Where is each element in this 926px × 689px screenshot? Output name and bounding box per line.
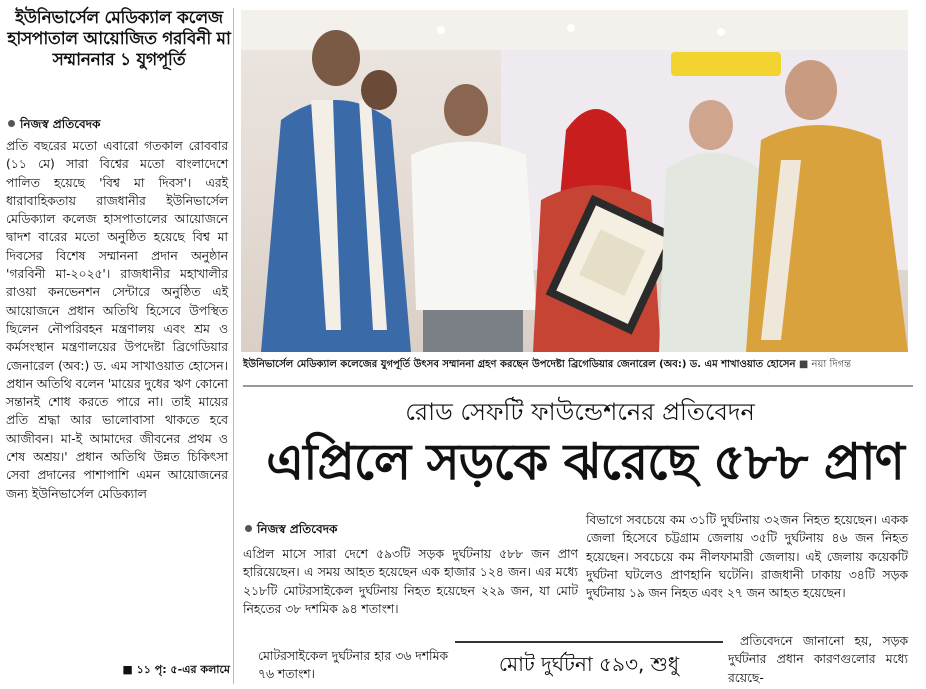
left-story-jump: ■ ১১ পৃ: ৫-এর কলামে	[122, 663, 230, 676]
column-divider	[233, 8, 234, 684]
left-story-byline	[8, 117, 228, 132]
main-story-byline	[245, 522, 565, 537]
main-story-column-2-continued: প্রতিবেদনে জানানো হয়, সড়ক দুর্ঘটনার প্রধান কারণগুলোর মধ্যে রয়েছে-	[728, 634, 908, 685]
section-rule	[243, 385, 913, 387]
news-photo	[241, 10, 908, 352]
bullet-icon	[245, 525, 252, 532]
banner-label	[671, 52, 781, 76]
main-story-column-1-continued: মোটরসাইকেল দুর্ঘটনার হার ৩৬ দশমিক ৭৬ শতাংশ।	[258, 649, 448, 682]
byline-text: নিজস্ব প্রতিবেদক	[20, 117, 101, 131]
bullet-icon	[8, 120, 15, 127]
photo-credit: ■ নয়া দিগন্ত	[798, 359, 852, 370]
main-story-column-1	[243, 545, 578, 618]
main-story-column-2	[586, 511, 908, 602]
caption-text: ইউনিভার্সেল মেডিক্যাল কলেজের যুগপূর্তি উৎসব সম্মাননা গ্রহণ করছেন উপদেষ্টা ব্রিগেডিয়ার জেনারেল (অব:) ড. এম শাখাওয়াত হোসেন	[243, 359, 796, 370]
sub-headline: মোট দুর্ঘটনা ৫৯৩, শুধু	[498, 652, 680, 676]
left-story-headline: ইউনিভার্সেল মেডিক্যাল কলেজ হাসপাতাল আয়োজিত গরবিনী মা সম্মাননার ১ যুগপূর্তি	[7, 8, 231, 70]
main-story-headline: এপ্রিলে সড়কে ঝরেছে ৫৮৮ প্রাণ	[266, 433, 904, 491]
left-story-body: প্রতি বছরের মতো এবারো গতকাল রোববার (১১ মে) সারা বিশ্বের মতো বাংলাদেশে পালিত হয়েছে 'বিশ্ব মা দিবস'। এরই ধারাবাহিকতায় রাজধানীর ইউনিভার্সেল মেডিক্যাল কলেজ হাসপাতালের আয়োজনে দ্বাদশ বারের মতো অনুষ্ঠিত হয়েছে বিশ্ব মা দিবসের বিশেষ সম্মাননা প্রদান অনুষ্ঠান 'গরবিনী মা-২০২৫'। রাজধানীর মহাখালীর রাওয়া কনভেনশন সেন্টারে অনুষ্ঠিত এই আয়োজনে প্রধান অতিথি হিসেবে উপস্থিত ছিলেন নৌপরিবহন মন্ত্রণালয় এবং শ্রম ও কর্মসংস্থান মন্ত্রণালয়ের উপদেষ্টা ব্রিগেডিয়ার জেনারেল (অব:) ড. এম সাখাওয়াত হোসেন। প্রধান অতিথি বলেন 'মায়ের দুধের ঋণ কোনো সন্তানই শোধ করতে পারে না। তাই মায়ের প্রতি শ্রদ্ধা আর ভালোবাসা থাকতে হবে আজীবন। মা-ই আমাদের জীবনের প্রথম ও শেষ অশ্রয়।' প্রধান অতিথি উন্নত চিকিৎসা সেবা প্রদানের পাশাপাশি এমন আয়োজনের জন্য ইউনিভার্সেল মেডিক্যাল	[6, 139, 228, 501]
photo-illustration	[241, 10, 908, 352]
byline-text: নিজস্ব প্রতিবেদক	[257, 522, 338, 536]
main-story-kicker: রোড সেফটি ফাউন্ডেশনের প্রতিবেদন	[405, 398, 755, 426]
paragraph: বিভাগে সবচেয়ে কম ৩১টি দুর্ঘটনায় ৩২জন নিহত হয়েছেন। একক জেলা হিসেবে চট্টগ্রাম জেলায় ৩৫টি দুর্ঘটনায় ৪৬ জন নিহত হয়েছেন। সবচেয়ে কম নীলফামারী জেলায়। এই জেলায় কয়েকটি দুর্ঘটনা ঘটলেও প্রাণহানি ঘটেনি। রাজধানী ঢাকায় ৩৪টি সড়ক দুর্ঘটনায় ১৯ জন নিহত এবং ২৭ জন আহত হয়েছেন।	[586, 513, 908, 601]
sub-headline-box	[455, 641, 723, 689]
paragraph: এপ্রিল মাসে সারা দেশে ৫৯৩টি সড়ক দুর্ঘটনায় ৫৮৮ জন প্রাণ হারিয়েছেন। এ সময় আহত হয়েছেন এক হাজার ১২৪ জন। এর মধ্যে ২১৮টি মোটরসাইকেল দুর্ঘটনায় নিহত হয়েছেন ২২৯ জন, যা মোট নিহতের ৩৮ দশমিক ৯৪ শতাংশ।	[243, 547, 578, 616]
photo-caption	[243, 358, 923, 372]
